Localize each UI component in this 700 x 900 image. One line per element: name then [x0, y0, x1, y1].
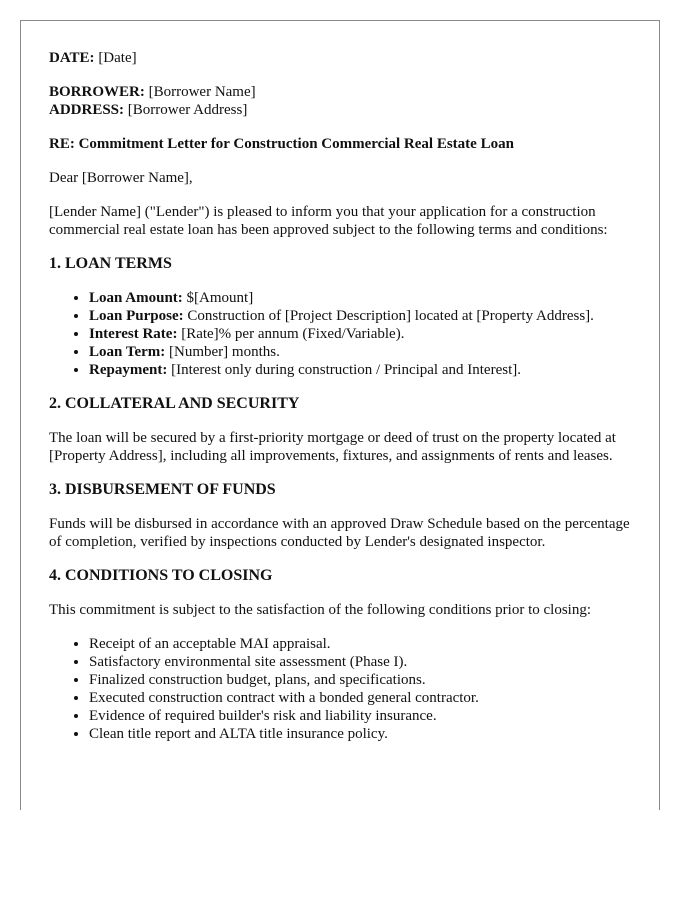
intro-paragraph: [Lender Name] ("Lender") is pleased to inform you that your application for a construction commercial real estate loan has been approved subject to the following terms and conditions: [49, 204, 608, 238]
re-line [49, 135, 631, 153]
list-item: • Satisfactory environmental site assessment (Phase I). [89, 653, 631, 671]
re-line-text: RE: Commitment Letter for Construction Commercial Real Estate Loan [49, 136, 514, 152]
date-line [49, 49, 631, 67]
date-value: [Date] [98, 50, 137, 66]
borrower-label: BORROWER: [49, 84, 145, 100]
collateral-heading: 2. COLLATERAL AND SECURITY [49, 395, 300, 412]
list-item [89, 343, 631, 361]
term-value: $[Amount] [186, 290, 254, 306]
list-item: • Finalized construction budget, plans, and specifications. [89, 671, 631, 689]
term-label: Loan Term: [89, 344, 166, 360]
list-item [89, 361, 631, 379]
address-label: ADDRESS: [49, 102, 125, 118]
term-value: [Interest only during construction / Principal and Interest]. [171, 362, 521, 378]
list-item [89, 289, 631, 307]
conditions-heading: 4. CONDITIONS TO CLOSING [49, 567, 273, 584]
borrower-value: [Borrower Name] [148, 84, 256, 100]
disbursement-paragraph: Funds will be disbursed in accordance with an approved Draw Schedule based on the percentage of completion, verified by inspections conducted by Lender's designated inspector. [49, 516, 630, 550]
letter-page [20, 20, 660, 810]
list-item: • Receipt of an acceptable MAI appraisal. [89, 635, 631, 653]
loan-terms-list [49, 289, 631, 379]
conditions-list [49, 635, 631, 743]
date-label: DATE: [49, 50, 95, 66]
address-line [49, 101, 631, 119]
term-value: [Rate]% per annum (Fixed/Variable). [181, 326, 405, 342]
borrower-line [49, 83, 631, 101]
list-item: • Clean title report and ALTA title insurance policy. [89, 725, 631, 743]
list-item [89, 307, 631, 325]
list-item [89, 325, 631, 343]
term-label: Loan Amount: [89, 290, 183, 306]
conditions-paragraph: This commitment is subject to the satisfaction of the following conditions prior to closing: [49, 602, 592, 618]
list-item: • Evidence of required builder's risk and liability insurance. [89, 707, 631, 725]
address-value: [Borrower Address] [127, 102, 248, 118]
salutation: Dear [Borrower Name], [49, 170, 193, 186]
collateral-paragraph: The loan will be secured by a first-priority mortgage or deed of trust on the property located at [Property Address], including all improvements, fixtures, and assignments of rents and leases. [49, 430, 616, 464]
term-label: Repayment: [89, 362, 168, 378]
term-label: Loan Purpose: [89, 308, 184, 324]
disbursement-heading: 3. DISBURSEMENT OF FUNDS [49, 481, 276, 498]
term-value: Construction of [Project Description] located at [Property Address]. [187, 308, 594, 324]
term-label: Interest Rate: [89, 326, 178, 342]
term-value: [Number] months. [169, 344, 280, 360]
loan-terms-heading: 1. LOAN TERMS [49, 255, 172, 272]
list-item: • Executed construction contract with a bonded general contractor. [89, 689, 631, 707]
